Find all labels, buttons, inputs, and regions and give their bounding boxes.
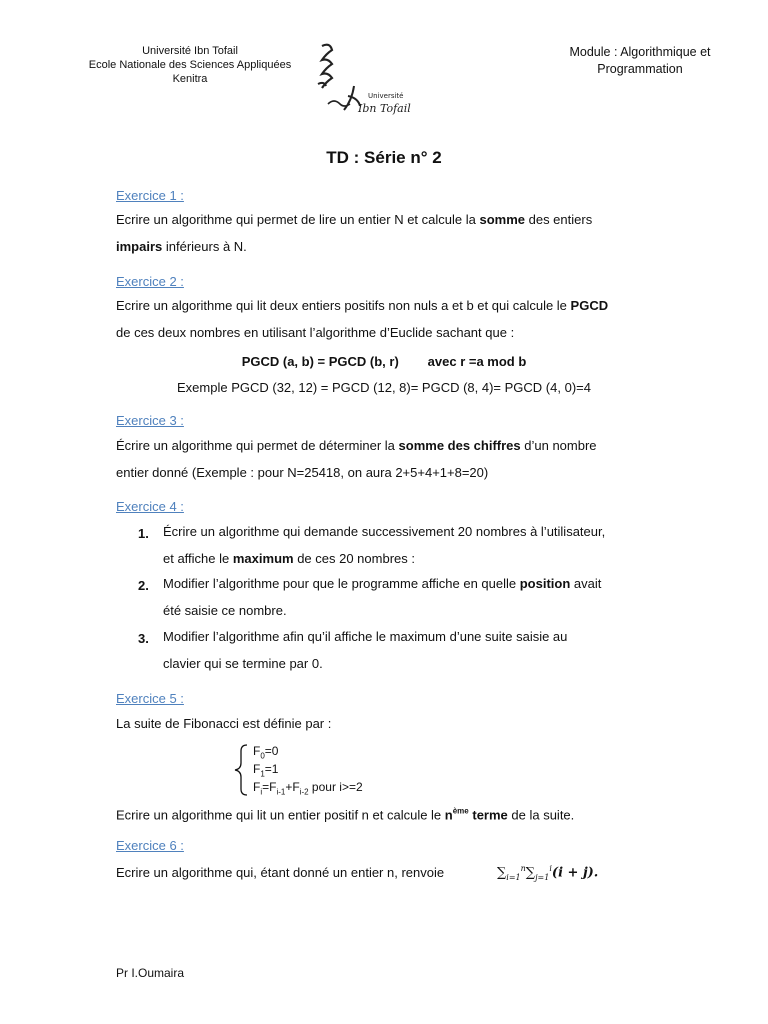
- fib-fi: $F_i=F_{i-1}+F_{i-2}$ pour i>=2: [253, 780, 363, 797]
- list-item-2-line-1: Modifier l’algorithme pour que le programme affiche en quelle position avait: [163, 576, 602, 591]
- pgcd-formula: PGCD (a, b) = PGCD (b, r) avec r =a mod b: [241, 354, 527, 369]
- university-name: Université Ibn Tofail: [142, 45, 238, 57]
- list-item-1-number: 1.: [138, 526, 149, 541]
- list-item-3-line-1: Modifier l’algorithme afin qu’il affiche le maximum d’une suite saisie au: [163, 629, 568, 644]
- exercise-5-intro: La suite de Fibonacci est définie par :: [116, 716, 332, 731]
- pgcd-example: Exemple PGCD (32, 12) = PGCD (12, 8)= PGCD (8, 4)= PGCD (4, 0)=4: [177, 380, 591, 395]
- list-item-1-line-2: et affiche le maximum de ces 20 nombres :: [163, 551, 415, 566]
- list-item-1-line-1: Écrire un algorithme qui demande successivement 20 nombres à l’utilisateur,: [163, 524, 606, 539]
- exercise-5-title: Exercice 5 :: [116, 691, 184, 706]
- list-item-3-line-2: clavier qui se termine par 0.: [163, 656, 323, 671]
- list-item-2-line-2: été saisie ce nombre.: [163, 603, 287, 618]
- header-module: [548, 44, 732, 78]
- svg-text:Ibn Tofail: Ibn Tofail: [358, 102, 411, 115]
- module-line-1: Module : Algorithmique et: [569, 45, 711, 59]
- module-line-2: Programmation: [597, 62, 683, 76]
- exercise-4-title: Exercice 4 :: [116, 499, 184, 514]
- city-name: Kenitra: [172, 73, 208, 85]
- fib-f1: $F_1=1$: [253, 762, 279, 779]
- exercise-3-title: Exercice 3 :: [116, 413, 184, 428]
- school-name: Ecole Nationale des Sciences Appliquées: [88, 59, 292, 71]
- header-institution: [60, 44, 320, 86]
- exercise-5-line: Ecrire un algorithme qui lit un entier positif n et calcule le $n^{ème}$ terme de la suite.: [116, 807, 575, 823]
- exercise-1-line-2: impairs inférieurs à N.: [116, 239, 247, 254]
- exercise-3-line-2: entier donné (Exemple : pour N=25418, on aura 2+5+4+1+8=20): [116, 465, 489, 480]
- university-logo: [308, 40, 416, 120]
- fib-f0: $F_0=0$: [253, 744, 279, 761]
- exercise-2-line-2: de ces deux nombres en utilisant l’algorithme d’Euclide sachant que :: [116, 325, 515, 340]
- exercise-1-line-1: Ecrire un algorithme qui permet de lire un entier N et calcule la somme des entiers: [116, 212, 593, 227]
- exercise-3-line-1: Écrire un algorithme qui permet de déterminer la somme des chiffres d’un nombre: [116, 438, 597, 453]
- list-item-2-number: 2.: [138, 578, 149, 593]
- svg-text:Université: Université: [368, 92, 404, 100]
- document-title: TD : Série n° 2: [326, 148, 442, 167]
- sum-formula: $\sum_{i=1}^n\sum_{j=1}^i(i + j)$.: [497, 864, 599, 882]
- exercise-2-title: Exercice 2 :: [116, 274, 184, 289]
- exercise-6-line: Ecrire un algorithme qui, étant donné un entier n, renvoie: [116, 865, 445, 880]
- exercise-2-line-1: Ecrire un algorithme qui lit deux entiers positifs non nuls a et b et qui calcule le PGCD: [116, 298, 609, 313]
- exercise-1-title: Exercice 1 :: [116, 188, 184, 203]
- list-item-3-number: 3.: [138, 631, 149, 646]
- brace-icon: [234, 744, 250, 796]
- exercise-6-title: Exercice 6 :: [116, 838, 184, 853]
- footer-author: Pr I.Oumaira: [116, 966, 185, 980]
